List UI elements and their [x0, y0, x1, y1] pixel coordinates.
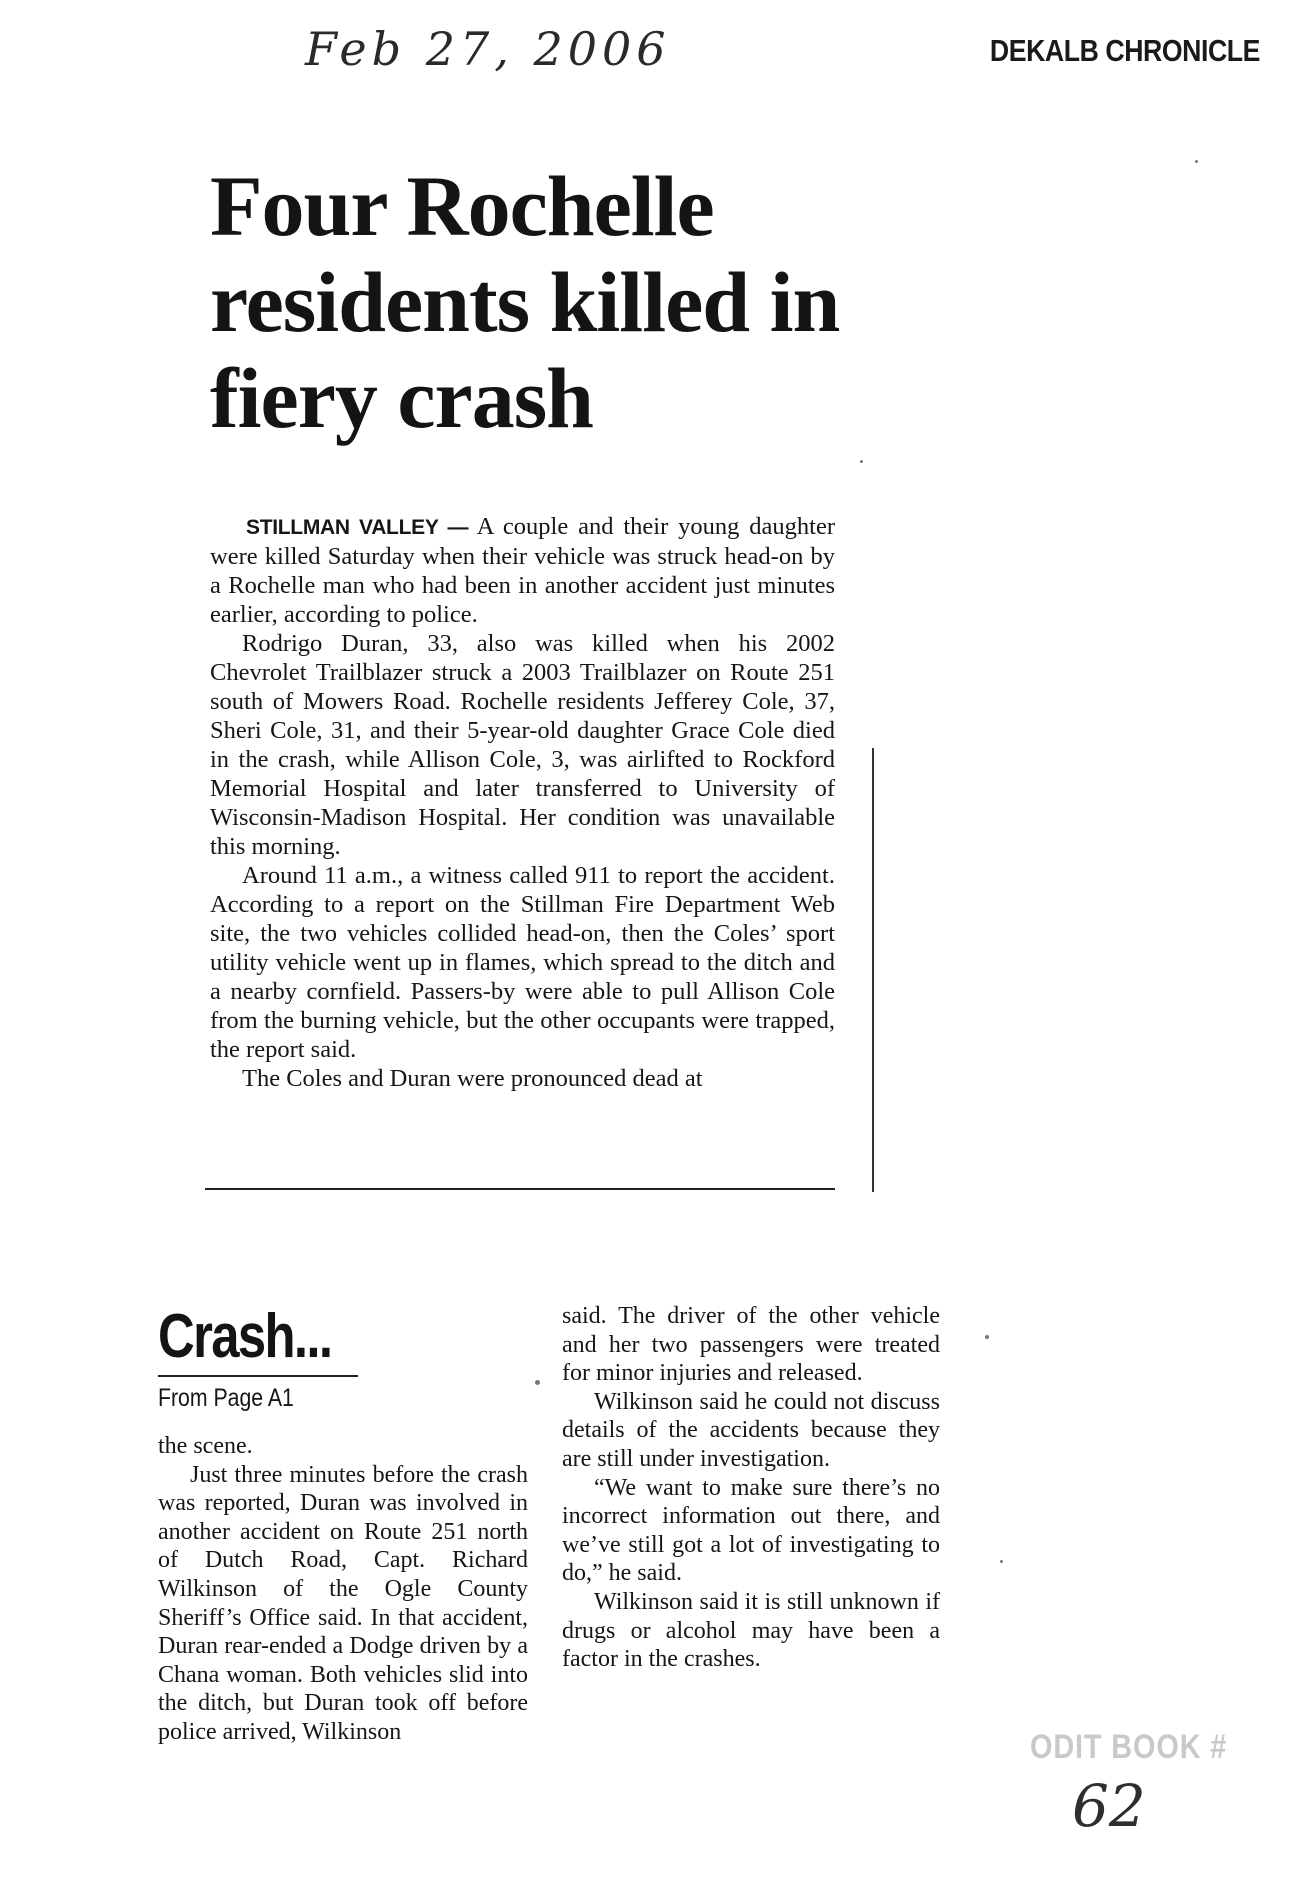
jump-paragraph: Wilkinson said it is still unknown if drugs or alcohol may have been a factor in the crashes. [562, 1588, 940, 1673]
jump-heading: Crash... [158, 1302, 332, 1371]
article-paragraph: The Coles and Duran were pronounced dead at [242, 1065, 703, 1092]
jump-paragraph: Wilkinson said he could not discuss details of the accidents because they are still under investigation. [562, 1388, 940, 1472]
scan-speck [1000, 1560, 1003, 1563]
article-headline: Four Rochelle residents killed in fiery crash [210, 158, 840, 446]
article-body [210, 512, 835, 1093]
column-side-rule [872, 748, 874, 1192]
jump-left-column [158, 1432, 528, 1747]
jump-right-column [562, 1302, 940, 1674]
scan-speck [985, 1335, 989, 1339]
archive-stamp: ODIT BOOK # [1030, 1728, 1228, 1766]
article-paragraph: Around 11 a.m., a witness called 911 to report the accident. According to a report on the Stillman Fire Department Web site, the two vehicles collided head-on, then the Coles’ sport utility vehicle went up in flames, which spread to the ditch and a nearby cornfield. Passers-by were able to pull Allison Cole from the burning vehicle, but the other occupants were trapped, the report said. [210, 862, 835, 1063]
jump-from-page: From Page A1 [158, 1384, 294, 1412]
article-paragraph [210, 512, 835, 629]
dateline: STILLMAN VALLEY — [246, 516, 469, 539]
scan-speck [860, 460, 863, 463]
column-bottom-rule [205, 1188, 835, 1190]
scan-speck [535, 1380, 540, 1385]
jump-paragraph: said. The driver of the other vehicle and her two passengers were treated for minor injuries and released. [562, 1303, 940, 1387]
scan-speck [1195, 160, 1198, 163]
jump-heading-rule [158, 1375, 358, 1377]
article-paragraph: Rodrigo Duran, 33, also was killed when his 2002 Chevrolet Trailblazer struck a 2003 Trailblazer on Route 251 south of Mowers Road. Rochelle residents Jefferey Cole, 37, Sheri Cole, 31, and their 5-year-old daughter Grace Cole died in the crash, while Allison Cole, 3, was airlifted to Rockford Memorial Hospital and later transferred to University of Wisconsin-Madison Hospital. Her condition was unavailable this morning. [210, 630, 835, 860]
article-paragraph-text: A couple and their young daughter were killed Saturday when their vehicle was struck head-on by a Rochelle man who had been in another accident just minutes earlier, according to police. [210, 513, 835, 628]
jump-paragraph: Just three minutes before the crash was reported, Duran was involved in another accident on Route 251 north of Dutch Road, Capt. Richard Wilkinson of the Ogle County Sheriff’s Office said. In that accident, Duran rear-ended a Dodge driven by a Chana woman. Both vehicles slid into the ditch, but Duran took off before police arrived, Wilkinson [158, 1461, 528, 1745]
newspaper-source: DEKALB CHRONICLE [989, 33, 1260, 68]
jump-paragraph: the scene. [158, 1433, 253, 1459]
handwritten-date: Feb 27, 2006 [305, 22, 671, 76]
handwritten-page-number: 62 [1072, 1772, 1146, 1840]
jump-paragraph: “We want to make sure there’s no incorrect information out there, and we’ve still got a lot of investigating to do,” he said. [562, 1474, 940, 1587]
